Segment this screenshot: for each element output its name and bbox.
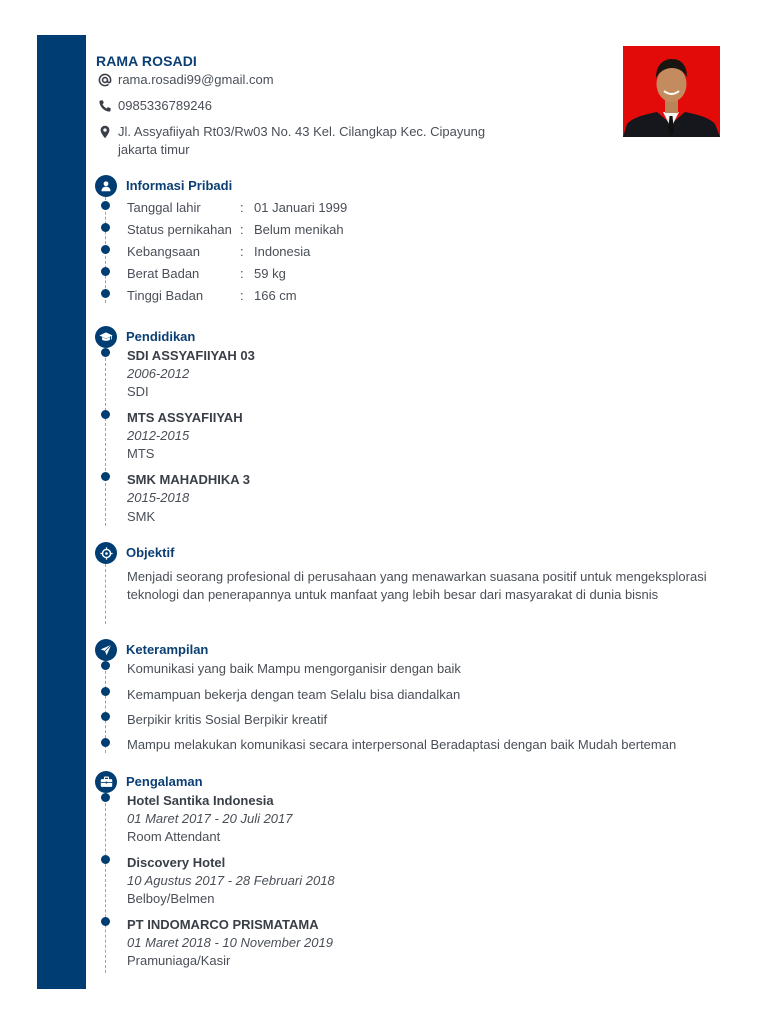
education-level: MTS xyxy=(127,446,155,461)
info-separator: : xyxy=(240,288,244,303)
email-text: rama.rosadi99@gmail.com xyxy=(118,72,274,87)
timeline-dot xyxy=(101,410,110,419)
timeline-dot xyxy=(101,917,110,926)
experience-period: 10 Agustus 2017 - 28 Februari 2018 xyxy=(127,873,335,888)
section-education-heading: Pendidikan xyxy=(126,329,196,344)
section-objective-heading: Objektif xyxy=(126,545,175,560)
candidate-name: RAMA ROSADI xyxy=(96,53,197,69)
timeline-dot xyxy=(101,223,110,232)
profile-photo xyxy=(623,46,720,137)
timeline-dot xyxy=(101,472,110,481)
education-level: SDI xyxy=(127,384,149,399)
timeline-dot xyxy=(101,348,110,357)
info-value: 59 kg xyxy=(254,266,286,281)
timeline-line-objective xyxy=(105,564,106,624)
timeline-dot xyxy=(101,245,110,254)
education-school: MTS ASSYAFIIYAH xyxy=(127,410,243,425)
address-line-2: jakarta timur xyxy=(118,142,190,157)
briefcase-icon xyxy=(95,771,117,793)
timeline-dot xyxy=(101,661,110,670)
timeline-dot xyxy=(101,855,110,864)
info-key: Tinggi Badan xyxy=(127,288,204,303)
timeline-dot xyxy=(101,793,110,802)
info-separator: : xyxy=(240,200,244,215)
section-skills-heading: Keterampilan xyxy=(126,642,209,657)
timeline-dot xyxy=(101,201,110,210)
skill-item: Mampu melakukan komunikasi secara interpersonal Beradaptasi dengan baik Mudah berteman xyxy=(127,737,677,752)
education-school: SMK MAHADHIKA 3 xyxy=(127,472,251,487)
info-value: 166 cm xyxy=(254,288,297,303)
experience-company: PT INDOMARCO PRISMATAMA xyxy=(127,917,319,932)
objective-text: Menjadi seorang profesional di perusahaan yang menawarkan suasana positif untuk mengeksplorasi teknologi dan penerapannya untuk manfaat yang lebih besar dari masyarakat di dunia bisnis xyxy=(127,569,707,602)
skill-item: Kemampuan bekerja dengan team Selalu bisa diandalkan xyxy=(127,687,461,702)
address-line-1: Jl. Assyafiiyah Rt03/Rw03 No. 43 Kel. Cilangkap Kec. Cipayung xyxy=(118,124,486,139)
info-separator: : xyxy=(240,266,244,281)
timeline-line-experience xyxy=(105,793,106,973)
info-separator: : xyxy=(240,222,244,237)
info-key: Kebangsaan xyxy=(127,244,201,259)
education-years: 2006-2012 xyxy=(127,366,190,381)
phone-text: 0985336789246 xyxy=(118,98,212,113)
section-experience-heading: Pengalaman xyxy=(126,774,203,789)
map-pin-icon xyxy=(96,123,114,141)
timeline-dot xyxy=(101,687,110,696)
skill-item: Komunikasi yang baik Mampu mengorganisir dengan baik xyxy=(127,661,461,676)
info-key: Tanggal lahir xyxy=(127,200,201,215)
education-level: SMK xyxy=(127,509,156,524)
phone-icon xyxy=(96,97,114,115)
info-value: 01 Januari 1999 xyxy=(254,200,348,215)
experience-company: Hotel Santika Indonesia xyxy=(127,793,274,808)
timeline-dot xyxy=(101,289,110,298)
experience-role: Belboy/Belmen xyxy=(127,891,215,906)
user-icon xyxy=(95,175,117,197)
graduation-cap-icon xyxy=(95,326,117,348)
info-key: Status pernikahan xyxy=(127,222,232,237)
experience-period: 01 Maret 2017 - 20 Juli 2017 xyxy=(127,811,293,826)
info-key: Berat Badan xyxy=(127,266,200,281)
info-separator: : xyxy=(240,244,244,259)
education-school: SDI ASSYAFIIYAH 03 xyxy=(127,348,255,363)
info-value: Indonesia xyxy=(254,244,311,259)
crosshair-icon xyxy=(95,542,117,564)
side-accent-bar xyxy=(37,35,86,989)
education-years: 2012-2015 xyxy=(127,428,190,443)
timeline-line-education xyxy=(105,348,106,526)
section-personal-heading: Informasi Pribadi xyxy=(126,178,233,193)
experience-role: Room Attendant xyxy=(127,829,221,844)
experience-period: 01 Maret 2018 - 10 November 2019 xyxy=(127,935,333,950)
experience-role: Pramuniaga/Kasir xyxy=(127,953,231,968)
timeline-dot xyxy=(101,738,110,747)
experience-company: Discovery Hotel xyxy=(127,855,226,870)
timeline-dot xyxy=(101,267,110,276)
education-years: 2015-2018 xyxy=(127,490,190,505)
timeline-dot xyxy=(101,712,110,721)
skill-item: Berpikir kritis Sosial Berpikir kreatif xyxy=(127,712,328,727)
info-value: Belum menikah xyxy=(254,222,344,237)
rocket-icon xyxy=(95,639,117,661)
at-icon xyxy=(96,71,114,89)
